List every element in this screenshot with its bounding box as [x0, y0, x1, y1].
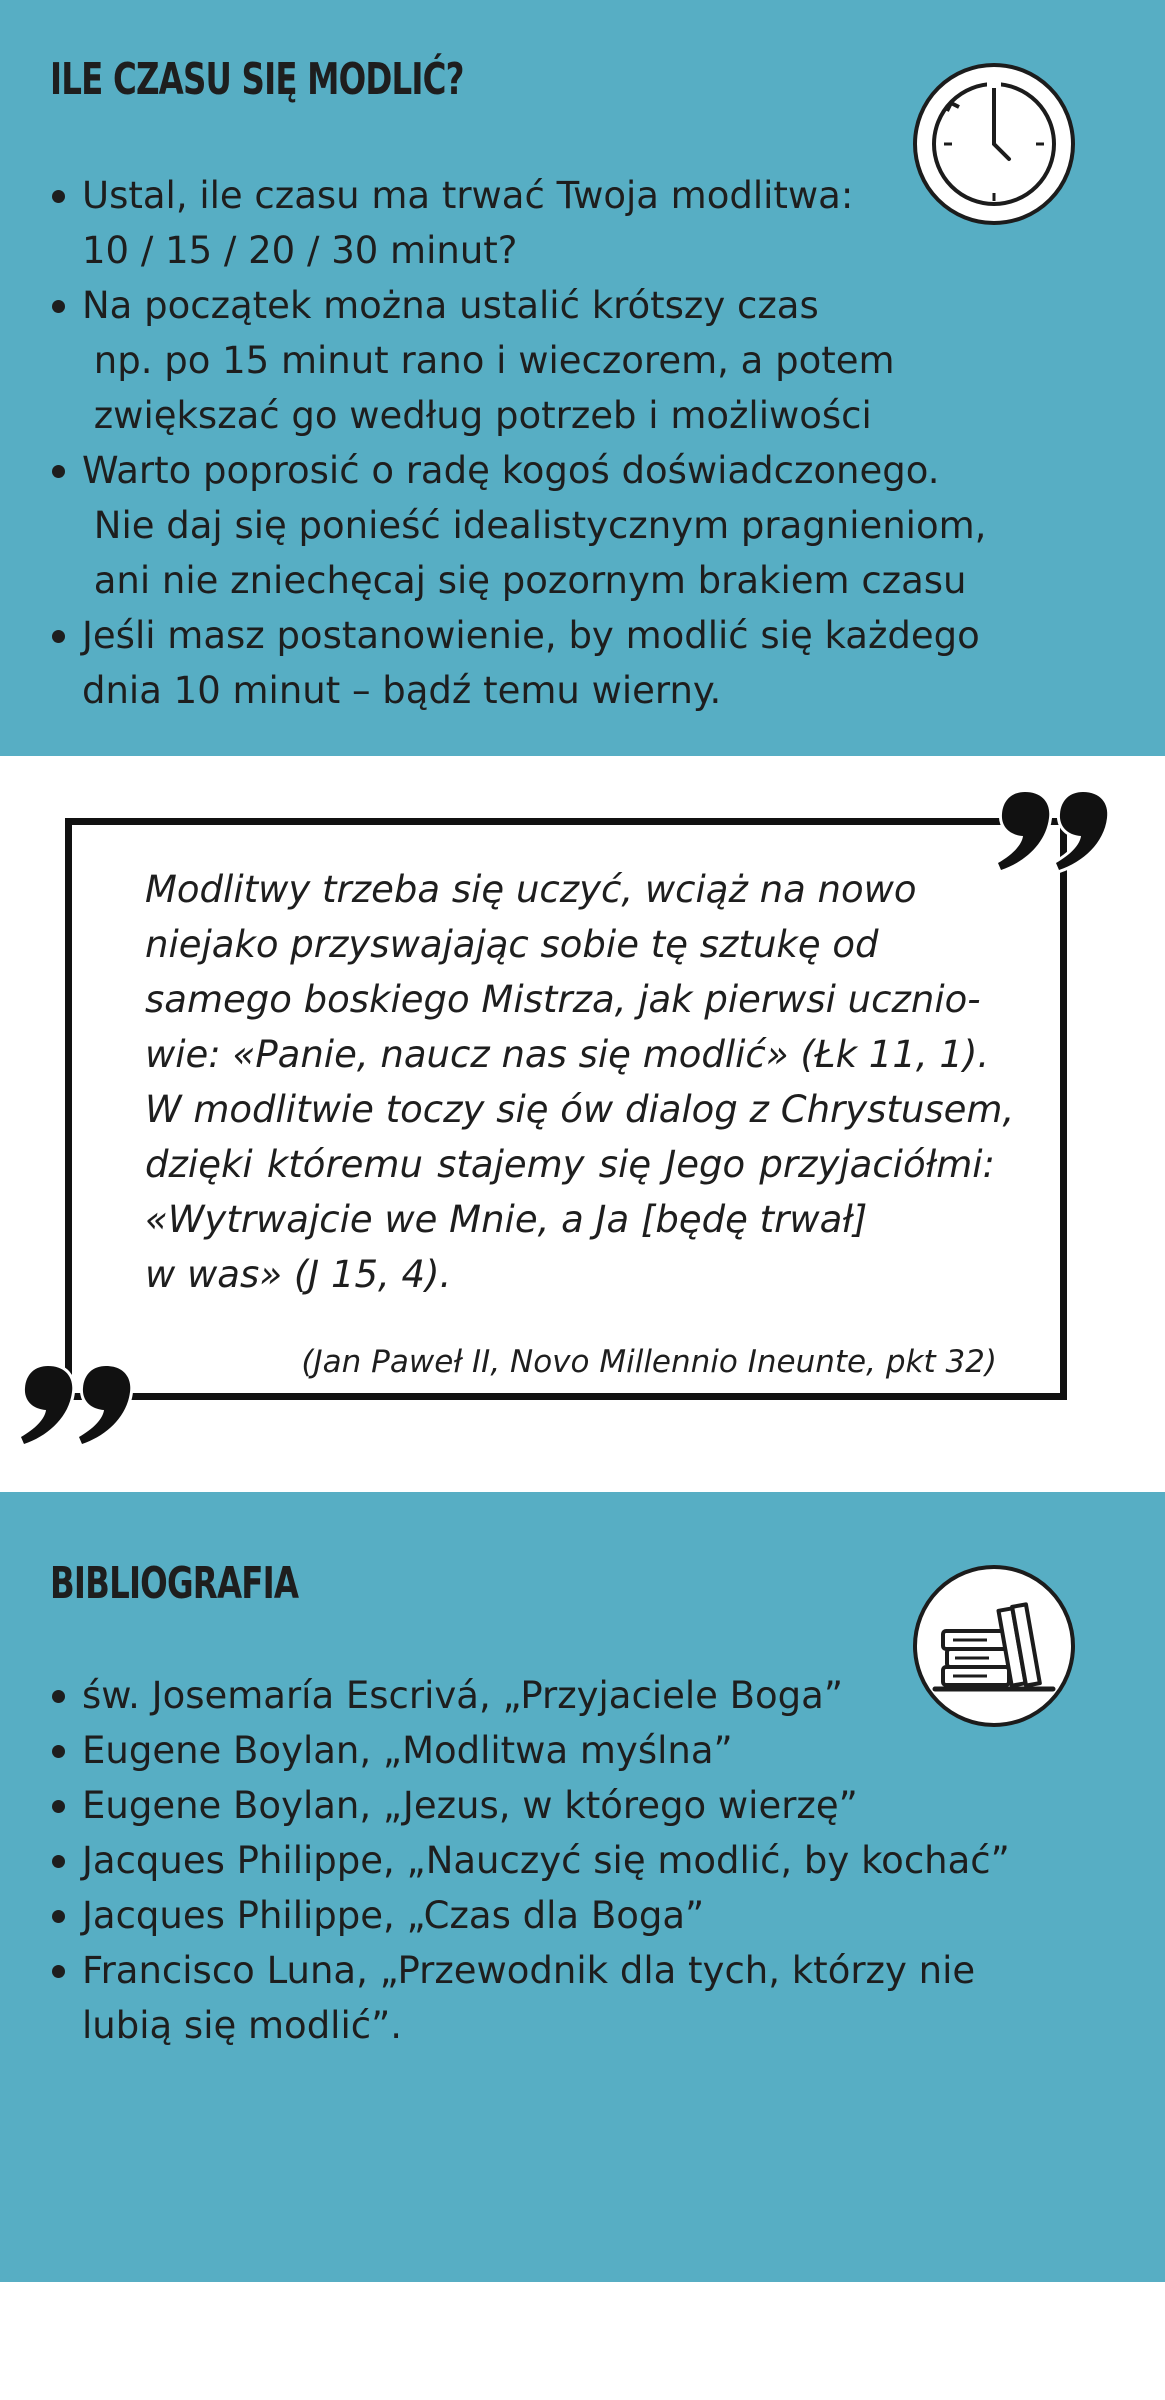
list-item: Francisco Luna, „Przewodnik dla tych, którzy nie lubią się modlić”.: [48, 1943, 1010, 2053]
list-item: Jacques Philippe, „Nauczyć się modlić, by kochać”: [48, 1833, 1010, 1888]
list-item: Eugene Boylan, „Jezus, w którego wierzę”: [48, 1778, 1010, 1833]
time-section-heading: ILE CZASU SIĘ MODLIĆ?: [50, 54, 464, 105]
list-item: św. Josemaría Escrivá, „Przyjaciele Boga”: [48, 1668, 1010, 1723]
bibliography-list: [48, 1668, 1010, 2053]
quote-mark-icon: [995, 788, 1115, 876]
list-item: Warto poprosić o radę kogoś doświadczonego. Nie daj się ponieść idealistycznym pragnieniom, ani nie zniechęcaj się pozornym brakiem czasu: [48, 443, 986, 608]
list-item: Ustal, ile czasu ma trwać Twoja modlitwa: 10 / 15 / 20 / 30 minut?: [48, 168, 986, 278]
quote-mark-icon: [18, 1362, 138, 1450]
list-item: Jacques Philippe, „Czas dla Boga”: [48, 1888, 1010, 1943]
quote-text: Modlitwy trzeba się uczyć, wciąż na nowo niejako przyswajając sobie tę sztukę od samego boskiego Mistrza, jak pierwsi ucznio- wie: «Panie, naucz nas się modlić» (Łk 11, 1). W modlitwie toczy się ów dialog z Chrystusem, dzięki któremu stajemy się Jego przyjaciółmi: «Wytrwajcie we Mnie, a Ja [będę trwał] w was» (J 15, 4).: [145, 868, 1015, 1296]
list-item: Jeśli masz postanowienie, by modlić się każdego dnia 10 minut – bądź temu wierny.: [48, 608, 986, 718]
quote-citation: (Jan Paweł II, Novo Millennio Ineunte, pkt 32): [301, 1344, 997, 1380]
list-item: Eugene Boylan, „Modlitwa myślna”: [48, 1723, 1010, 1778]
time-bullet-list: [48, 168, 986, 718]
bibliography-heading: BIBLIOGRAFIA: [50, 1558, 299, 1609]
list-item: Na początek można ustalić krótszy czas np. po 15 minut rano i wieczorem, a potem zwiększać go według potrzeb i możliwości: [48, 278, 986, 443]
